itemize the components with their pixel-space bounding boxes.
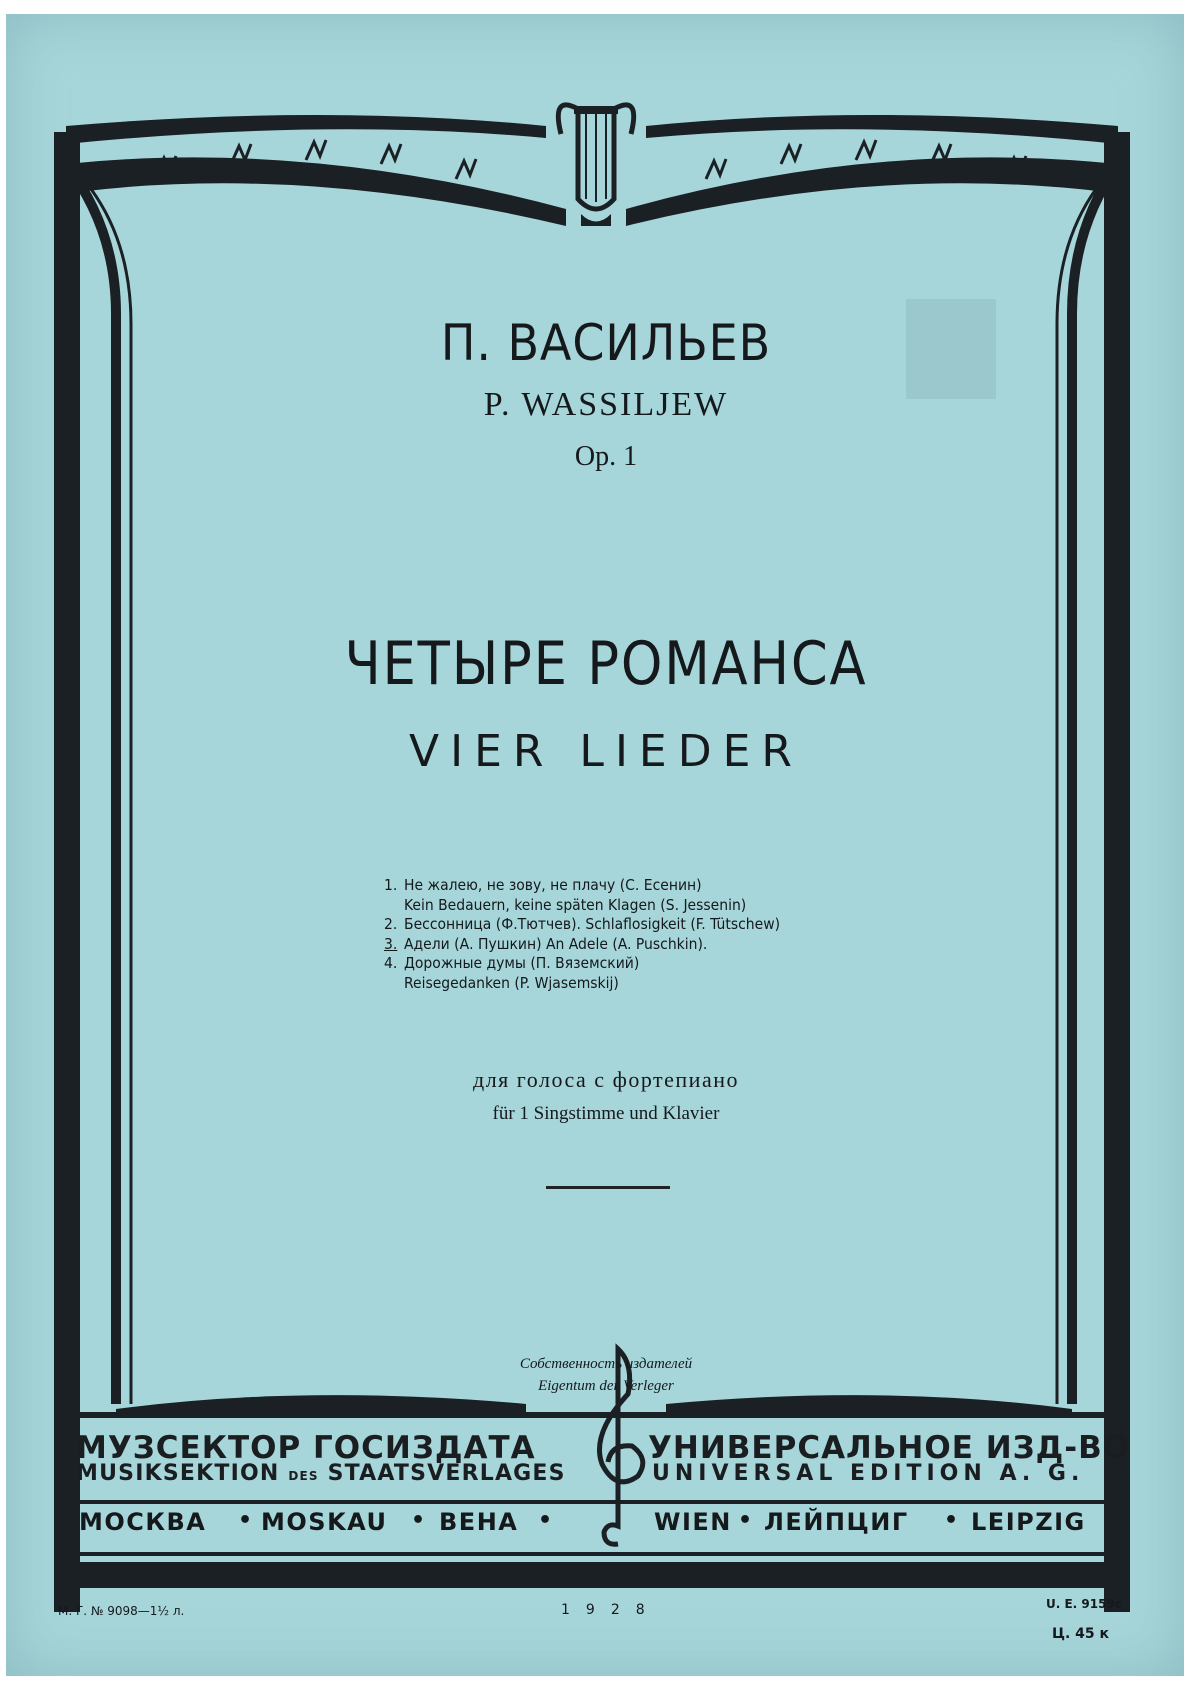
song-4-translation: Reisegedanken (P. Wjasemskij) (404, 973, 619, 992)
song-number: 2. (384, 915, 398, 934)
song-number: 1. (384, 876, 398, 894)
song-4 (384, 954, 844, 974)
song-number: 3. (384, 934, 398, 953)
city-leipzig-ru: ЛЕЙПЦИГ (764, 1508, 909, 1536)
song-title: Адели (А. Пушкин) An Adele (A. Puschkin). (404, 934, 708, 953)
voice-text-ru: для голоса с фортепиано (473, 1067, 739, 1092)
publisher-left-de (76, 1461, 566, 1486)
ornamental-frame (6, 14, 1184, 1676)
song-title: Не жалею, не зову, не плачу (С. Есенин) (404, 876, 702, 894)
publication-year: 1928 (561, 1602, 661, 1618)
publisher-left-de-part1: MUSIKSEKTION (76, 1461, 280, 1486)
publisher-right-ru: УНИВЕРСАЛЬНОЕ ИЗД-ВО (648, 1430, 1131, 1466)
lyre-icon (558, 105, 633, 226)
song-title: Бессонница (Ф.Тютчев). Schlaflosigkeit (F. Tütschew) (404, 915, 781, 934)
composer-name-de: P. WASSILJEW (483, 386, 729, 423)
publisher-left-de-small: DES (288, 1469, 319, 1483)
city-separator: • (538, 1508, 553, 1533)
city-separator: • (944, 1508, 959, 1533)
city-line (71, 1506, 1141, 1546)
opus-number: Op. 1 (574, 441, 638, 472)
city-leipzig: LEIPZIG (971, 1508, 1086, 1536)
title-ru: ЧЕТЫРЕ РОМАНСА (344, 629, 868, 699)
city-moskau: MOSKAU (261, 1508, 388, 1536)
city-vena: ВЕНА (439, 1508, 519, 1536)
city-wien: WIEN (654, 1508, 732, 1536)
city-separator: • (238, 1508, 253, 1533)
song-3 (384, 935, 844, 955)
song-1-translation: Kein Bedauern, keine späten Klagen (S. Jessenin) (404, 895, 747, 914)
city-separator: • (738, 1508, 753, 1533)
sheet-music-cover (6, 14, 1184, 1676)
ue-number: U. E. 9159c (1046, 1597, 1122, 1611)
property-note-de: Eigentum der Verleger (538, 1378, 674, 1394)
song-2 (384, 915, 844, 935)
plate-number: М. Г. № 9098—1½ л. (58, 1604, 185, 1618)
city-separator: • (411, 1508, 426, 1533)
voice-text-de: für 1 Singstimme und Klavier (492, 1103, 720, 1124)
divider-rule (546, 1186, 670, 1189)
title-de: VIER LIEDER (409, 726, 803, 777)
publisher-left-ru: МУЗСЕКТОР ГОСИЗДАТА (76, 1430, 536, 1466)
property-note-ru: Собственность издателей (519, 1356, 693, 1372)
price: Ц. 45 к (1052, 1626, 1110, 1642)
song-number: 4. (384, 954, 398, 973)
composer-name-ru: П. ВАСИЛЬЕВ (440, 314, 772, 372)
song-list (384, 876, 844, 994)
publisher-left-de-part2: STAATSVERLAGES (327, 1461, 566, 1486)
publisher-right-de: UNIVERSAL EDITION A. G. (652, 1461, 1085, 1486)
song-title: Дорожные думы (П. Вяземский) (404, 954, 640, 973)
city-moskva: МОСКВА (79, 1508, 207, 1536)
song-1 (384, 876, 844, 896)
